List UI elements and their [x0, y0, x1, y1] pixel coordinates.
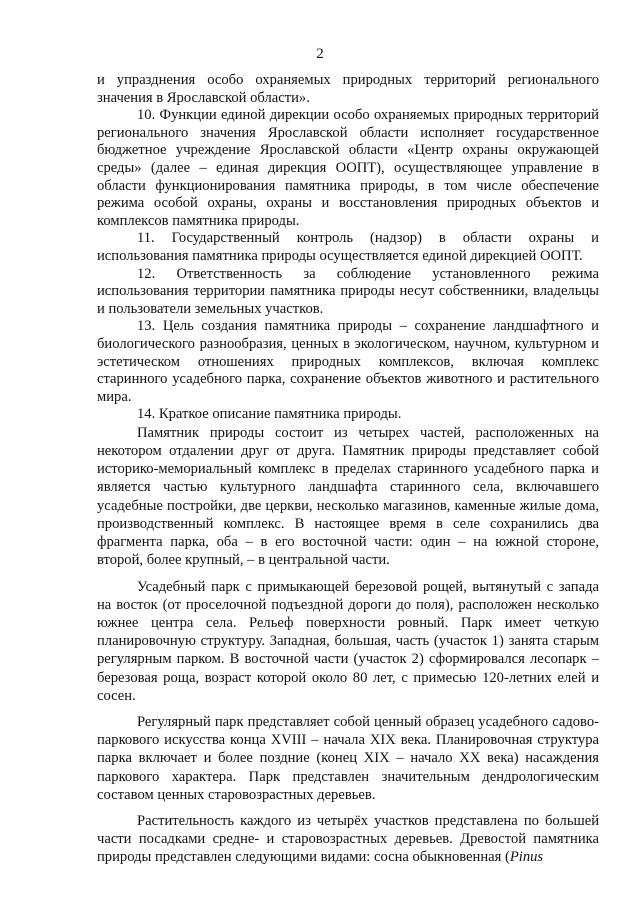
paragraph-description-3: Регулярный парк представляет собой ценный образец усадебного садово-паркового искусства конца XVIII – начала XIX века. Планировочная структура парка включает и более поздние (конец XIX – начало XX века) насаждения паркового характера. Парк представлен значительным дендрологическим составом ценных старовозрастных деревьев. — [97, 713, 599, 803]
paragraph-11: 11. Государственный контроль (надзор) в области охраны и использования памятника природы осуществляется единой дирекцией ООПТ. — [97, 230, 599, 264]
latin-species-name: Pinus — [509, 849, 544, 866]
paragraph-10: 10. Функции единой дирекции особо охраняемых природных территорий регионального значения Ярославской области исполняет государственное бюджетное учреждение Ярославской области «Центр охраны окружающей среды» (далее – единая дирекция ООПТ), осуществляющее управление в области функционирования памятника природы, в том числе обеспечение режима особой охраны, охраны и восстановления природных объектов и комплексов памятника природы. — [97, 107, 599, 229]
paragraph-continuation: и упразднения особо охраняемых природных территорий регионального значения в Ярославской области». — [97, 72, 599, 106]
paragraph-description-4 — [97, 812, 599, 867]
page-number: 2 — [316, 46, 324, 62]
paragraph-description-4-text: Растительность каждого из четырёх участков представлена по большей части посадками средне- и старовозрастных деревьев. Древостой памятника природы представлен следующими видами: сосна обыкновенная ( — [97, 812, 599, 866]
paragraph-13: 13. Цель создания памятника природы – сохранение ландшафтного и биологического разнообразия, ценных в экологическом, научном, культурном и эстетическом отношениях природных комплексов, включая комплекс старинного усадебного парка, сохранение объектов животного и растительного мира. — [97, 318, 599, 405]
paragraph-description-2: Усадебный парк с примыкающей березовой рощей, вытянутый с запада на восток (от проселочной подъездной дороги до поля), расположен несколько южнее центра села. Рельеф поверхности ровный. Парк имеет четкую планировочную структуру. Западная, большая, часть (участок 1) занята старым регулярным парком. В восточной части (участок 2) сформировался лесопарк – березовая роща, возраст которой около 80 лет, с примесью 120-летних елей и сосен. — [97, 578, 599, 704]
document-body — [97, 72, 599, 867]
paragraph-description-1: Памятник природы состоит из четырех частей, расположенных на некотором отдалении друг от друга. Памятник природы представляет собой историко-мемориальный комплекс в пределах старинного усадебного парка и является частью культурного ландшафта старинного села, включавшего усадебные постройки, две церкви, несколько магазинов, каменные жилые дома, производственный комплекс. В настоящее время в селе сохранились два фрагмента парка, оба – в его восточной части: один – на южной стороне, второй, более крупный, – в центральной части. — [97, 424, 599, 569]
paragraph-12: 12. Ответственность за соблюдение установленного режима использования территории памятника природы несут собственники, владельцы и пользователи земельных участков. — [97, 265, 599, 317]
paragraph-14: 14. Краткое описание памятника природы. — [137, 406, 402, 423]
